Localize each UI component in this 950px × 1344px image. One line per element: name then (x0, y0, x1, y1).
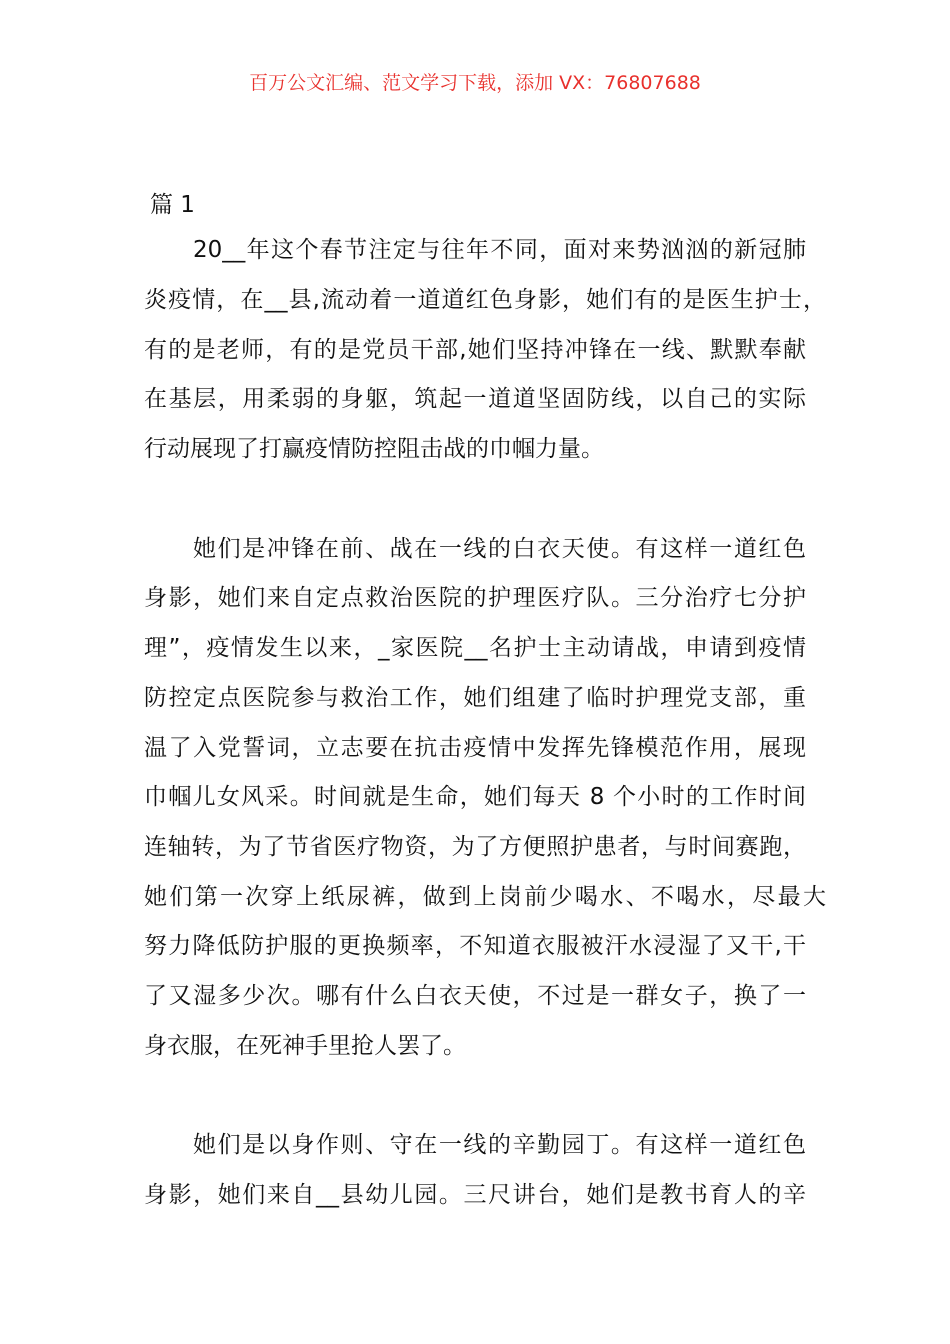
paragraph-line: 温了入党誓词，立志要在抗击疫情中发挥先锋模范作用，展现 (144, 735, 806, 761)
paragraph-line: 身影，她们来自__县幼儿园。三尺讲台，她们是教书育人的辛 (144, 1182, 806, 1208)
paragraph-line: 了又湿多少次。哪有什么白衣天使，不过是一群女子，换了一 (144, 983, 806, 1009)
header-watermark: 百万公文汇编、范文学习下载，添加 VX：76807688 (249, 72, 701, 94)
paragraph-line: 她们第一次穿上纸尿裤，做到上岗前少喝水、不喝水，尽最大 (144, 884, 826, 910)
paragraph-line: 有的是老师，有的是党员干部,她们坚持冲锋在一线、默默奉献 (144, 337, 806, 363)
paragraph-line: 她们是冲锋在前、战在一线的白衣天使。有这样一道红色 (193, 536, 806, 562)
paragraph-line: 在基层，用柔弱的身躯，筑起一道道坚固防线，以自己的实际 (144, 386, 806, 412)
paragraph-line: 身衣服，在死神手里抢人罢了。 (144, 1033, 466, 1059)
paragraph-line: 20__年这个春节注定与往年不同，面对来势汹汹的新冠肺 (193, 237, 806, 263)
paragraph-line: 身影，她们来自定点救治医院的护理医疗队。三分治疗七分护 (144, 585, 806, 611)
paragraph-line: 行动展现了打赢疫情防控阻击战的巾帼力量。 (144, 436, 604, 462)
paragraph-line: 她们是以身作则、守在一线的辛勤园丁。有这样一道红色 (193, 1132, 806, 1158)
paragraph-line: 理”，疫情发生以来，_家医院__名护士主动请战，申请到疫情 (144, 635, 806, 661)
paragraph-line: 巾帼儿女风采。时间就是生命，她们每天 8 个小时的工作时间 (144, 784, 806, 810)
paragraph-line: 防控定点医院参与救治工作，她们组建了临时护理党支部，重 (144, 685, 806, 711)
paragraph-line: 炎疫情，在__县,流动着一道道红色身影，她们有的是医生护士， (144, 287, 826, 313)
paragraph-line: 努力降低防护服的更换频率，不知道衣服被汗水浸湿了又干,干 (144, 933, 806, 959)
paragraph-line: 连轴转，为了节省医疗物资，为了方便照护患者，与时间赛跑， (144, 834, 806, 860)
section-title: 篇 1 (150, 192, 195, 218)
